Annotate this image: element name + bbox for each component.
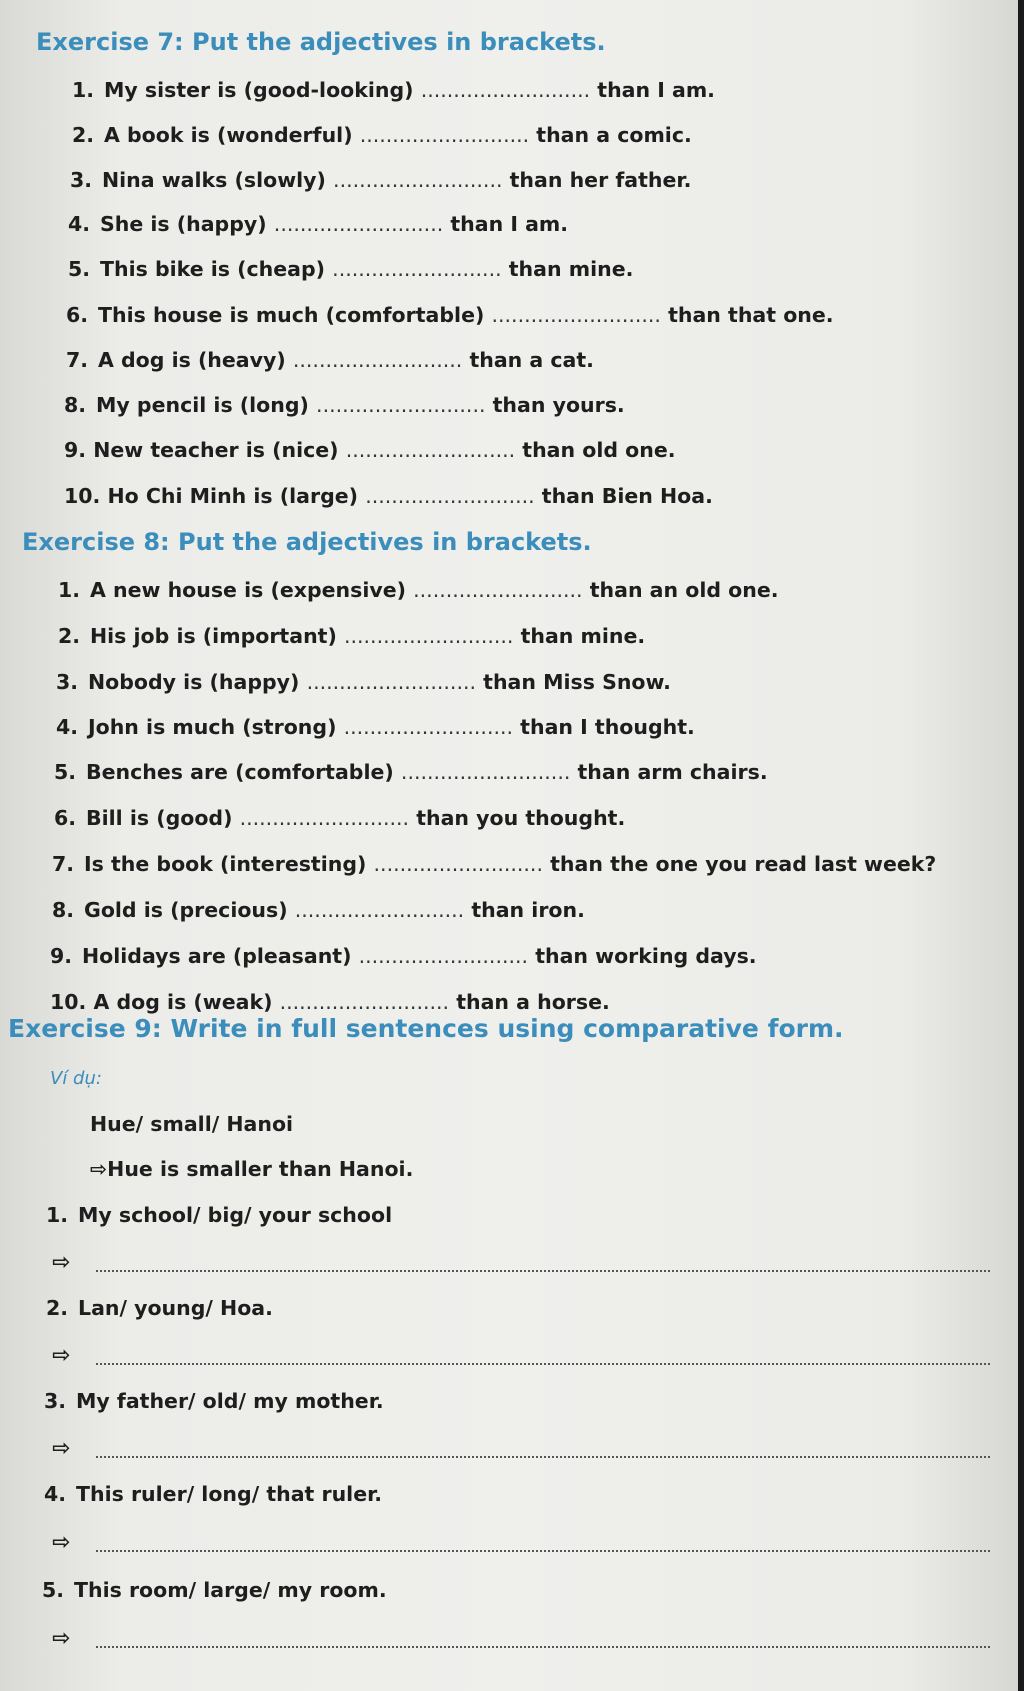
answer-line[interactable] (40, 1250, 998, 1280)
ex8-item: 8. Gold is (precious) .......................... than iron. (52, 898, 585, 922)
example-prompt: Hue/ small/ Hanoi (90, 1112, 294, 1136)
ex8-item: 9. Holidays are (pleasant) .......................... than working days. (50, 944, 757, 968)
dotted-rule (96, 1270, 990, 1272)
ex8-item: 2. His job is (important) .......................... than mine. (58, 624, 646, 648)
scan-edge (1018, 0, 1024, 1691)
ex9-item: 2. Lan/ young/ Hoa. (46, 1296, 273, 1320)
dotted-rule (96, 1363, 990, 1365)
arrow-icon: ⇨ (52, 1343, 71, 1368)
ex7-item: 4. She is (happy) .......................... than I am. (68, 212, 569, 236)
ex7-item: 9. New teacher is (nice) .......................... than old one. (64, 438, 676, 462)
ex8-item: 1. A new house is (expensive) .......................... than an old one. (58, 578, 779, 602)
ex8-item: 5. Benches are (comfortable) .......................... than arm chairs. (54, 760, 768, 784)
example-answer: ⇨Hue is smaller than Hanoi. (90, 1157, 414, 1181)
ex7-item: 8. My pencil is (long) .......................... than yours. (64, 393, 625, 417)
arrow-icon: ⇨ (52, 1626, 71, 1651)
dotted-rule (96, 1646, 990, 1648)
answer-line[interactable] (40, 1343, 998, 1373)
dotted-rule (96, 1456, 990, 1458)
arrow-icon: ⇨ (52, 1250, 71, 1275)
ex7-item: 5. This bike is (cheap) .......................... than mine. (68, 257, 634, 281)
ex8-item: 6. Bill is (good) .......................... than you thought. (54, 806, 626, 830)
ex7-item: 10. Ho Chi Minh is (large) .......................... than Bien Hoa. (64, 484, 713, 508)
example-label: Ví dụ: (50, 1068, 102, 1089)
ex9-item: 3. My father/ old/ my mother. (44, 1389, 384, 1413)
arrow-icon: ⇨ (52, 1530, 71, 1555)
exercise-9-title: Exercise 9: Write in full sentences using comparative form. (8, 1014, 844, 1043)
exercise-8-title: Exercise 8: Put the adjectives in brackets. (22, 528, 592, 556)
ex8-item: 4. John is much (strong) .......................... than I thought. (56, 715, 695, 739)
ex8-item: 7. Is the book (interesting) .......................... than the one you read last week? (52, 852, 937, 876)
ex7-item: 6. This house is much (comfortable) .......................... than that one. (66, 303, 834, 327)
ex7-item: 3. Nina walks (slowly) .......................... than her father. (70, 168, 692, 192)
ex8-item: 10. A dog is (weak) .......................... than a horse. (50, 990, 610, 1014)
arrow-icon: ⇨ (52, 1436, 71, 1461)
ex8-item: 3. Nobody is (happy) .......................... than Miss Snow. (56, 670, 671, 694)
ex9-item: 4. This ruler/ long/ that ruler. (44, 1482, 383, 1506)
answer-line[interactable] (40, 1530, 998, 1560)
ex7-item: 7. A dog is (heavy) .......................... than a cat. (66, 348, 594, 372)
answer-line[interactable] (40, 1626, 998, 1656)
answer-line[interactable] (40, 1436, 998, 1466)
ex7-item: 2. A book is (wonderful) .......................... than a comic. (72, 123, 692, 147)
ex7-item: 1. My sister is (good-looking) .......................... than I am. (72, 78, 715, 102)
ex9-item: 1. My school/ big/ your school (46, 1203, 393, 1227)
ex9-item: 5. This room/ large/ my room. (42, 1578, 387, 1602)
dotted-rule (96, 1550, 990, 1552)
exercise-7-title: Exercise 7: Put the adjectives in brackets. (36, 28, 606, 56)
